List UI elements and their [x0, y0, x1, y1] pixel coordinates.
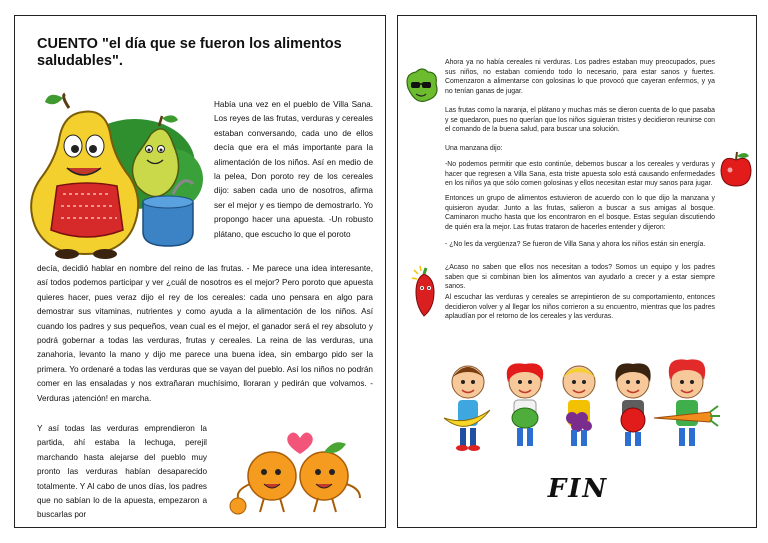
lettuce-with-sunglasses-icon	[404, 68, 438, 104]
story-paragraph-1-continued: decía, decidió hablar en nombre del reino de las frutas. - Me parece una idea interesante, así todos podemos participar y ver ¿cuál de nosotros es el mejor? Pero poroto que apuesta quieres hacer, pues veraz dijo el rey de los cereales: cada uno pensara en algo para demostrar sus vitaminas, nutrientes y como ayuda a la alimentación de los niños. Así cuando los padres y sus pequeños, vean cual es el mejor, el ganador será el rey absoluto y podrá gobernar a todas las verduras, frutas y cereales. La reina de las verduras, una zanahoria, levanto la mano y dijo me parece una buena idea, sin embargo pido ser la primera. Yo ordenaré a todas las verduras que se vayan del pueblo. Así los niños no podrán comer en las ensaladas y nos extrañaran muchísimo, lloraran y pedirán que volvamos. -Verduras ¡atención! en marcha.	[37, 264, 373, 403]
children-holding-fruits-and-vegetables-icon	[444, 352, 720, 456]
story-title: CUENTO "el día que se fueron los alimentos saludables".	[37, 36, 342, 69]
right-paragraph-2: Las frutas como la naranja, el plátano y muchas más se dieron cuenta de lo que pasaba y se quedaron, pues no querían que los niños siguieran tristes y decidieron reunirse con el comando de la buena salud, para buscar una solución.	[445, 107, 715, 134]
right-paragraph-6: - ¿No les da vergüenza? Se fueron de Villa Sana y ahora los niños están sin energía.	[445, 241, 706, 248]
story-paragraph-2: Y así todas las verduras emprendieron la partida, ahí estaba la lechuga, perejil marchando hasta alejarse del pueblo muy pronto las verduras habían desaparecido totalmente. Y Al cabo de unos días, los padres que no sabían lo de la apuesta, empezaron a buscarlas por	[37, 424, 207, 520]
pear-and-fruits-cooking-icon	[23, 94, 209, 259]
right-paragraph-4: -No podemos permitir que esto continúe, debemos buscar a los cereales y verduras y hacer que regresen a Villa Sana, esta triste apuesta solo está causando enfermedades en los niños ya que sólo comen golosinas y ellos necesitan estar muy sanos para jugar.	[445, 161, 715, 188]
right-paragraph-7: ¿Acaso no saben que ellos nos necesitan a todos? Somos un equipo y los padres saben que si combinan bien los alimentos van ayudarlo a crecer y a estar siempre sanos.	[445, 264, 715, 291]
right-paragraph-1: Ahora ya no había cereales ni verduras. Los padres estaban muy preocupados, pues sus niños, no estaban comiendo todo lo necesario, para estar sanos y fuertes. Comenzaron a alimentarse con golosinas lo que provocó que cayeran enfermos, y ya no tenían ganas de jugar.	[445, 59, 715, 95]
story-paragraph-1-top: Había una vez en el pueblo de Villa Sana. Los reyes de las frutas, verduras y cereales estaban conversando, cada uno de ellos decía que era el más importante para la alimentación de los niños. Así en medio de la pelea, Don poroto rey de los cereales dijo: saben cada uno de nosotros, afirma ser el mejor y es tiempo de demostrarlo. Yo propongo hacer una apuesta. -Un robusto plátano, que escucho lo que el poroto	[214, 100, 373, 239]
chili-pepper-icon	[410, 264, 440, 320]
right-paragraph-3: Una manzana dijo:	[445, 145, 503, 152]
right-paragraph-8: Al escuchar las verduras y cereales se arrepintieron de su comportamiento, entonces decidieron volver y al llegar los niños corrieron a su encuentro, mientras que los padres aplaudían por el retorno de los cereales y las verduras.	[445, 294, 715, 321]
left-page	[14, 15, 386, 528]
apple-icon	[719, 150, 753, 188]
ending-title: FIN	[547, 474, 609, 504]
right-page	[397, 15, 757, 528]
oranges-in-love-icon	[220, 424, 380, 519]
right-paragraph-5: Entonces un grupo de alimentos estuvieron de acuerdo con lo que dijo la manzana y quisieron ayudar. Junto a las frutas, salieron a buscar a sus amigas al bosque. Caminaron mucho hasta que los encontraron en el bosque. Estas seguían discutiendo de quién era la mejor. Las frutas trataron de hacerles entender y dijeron:	[445, 195, 715, 231]
